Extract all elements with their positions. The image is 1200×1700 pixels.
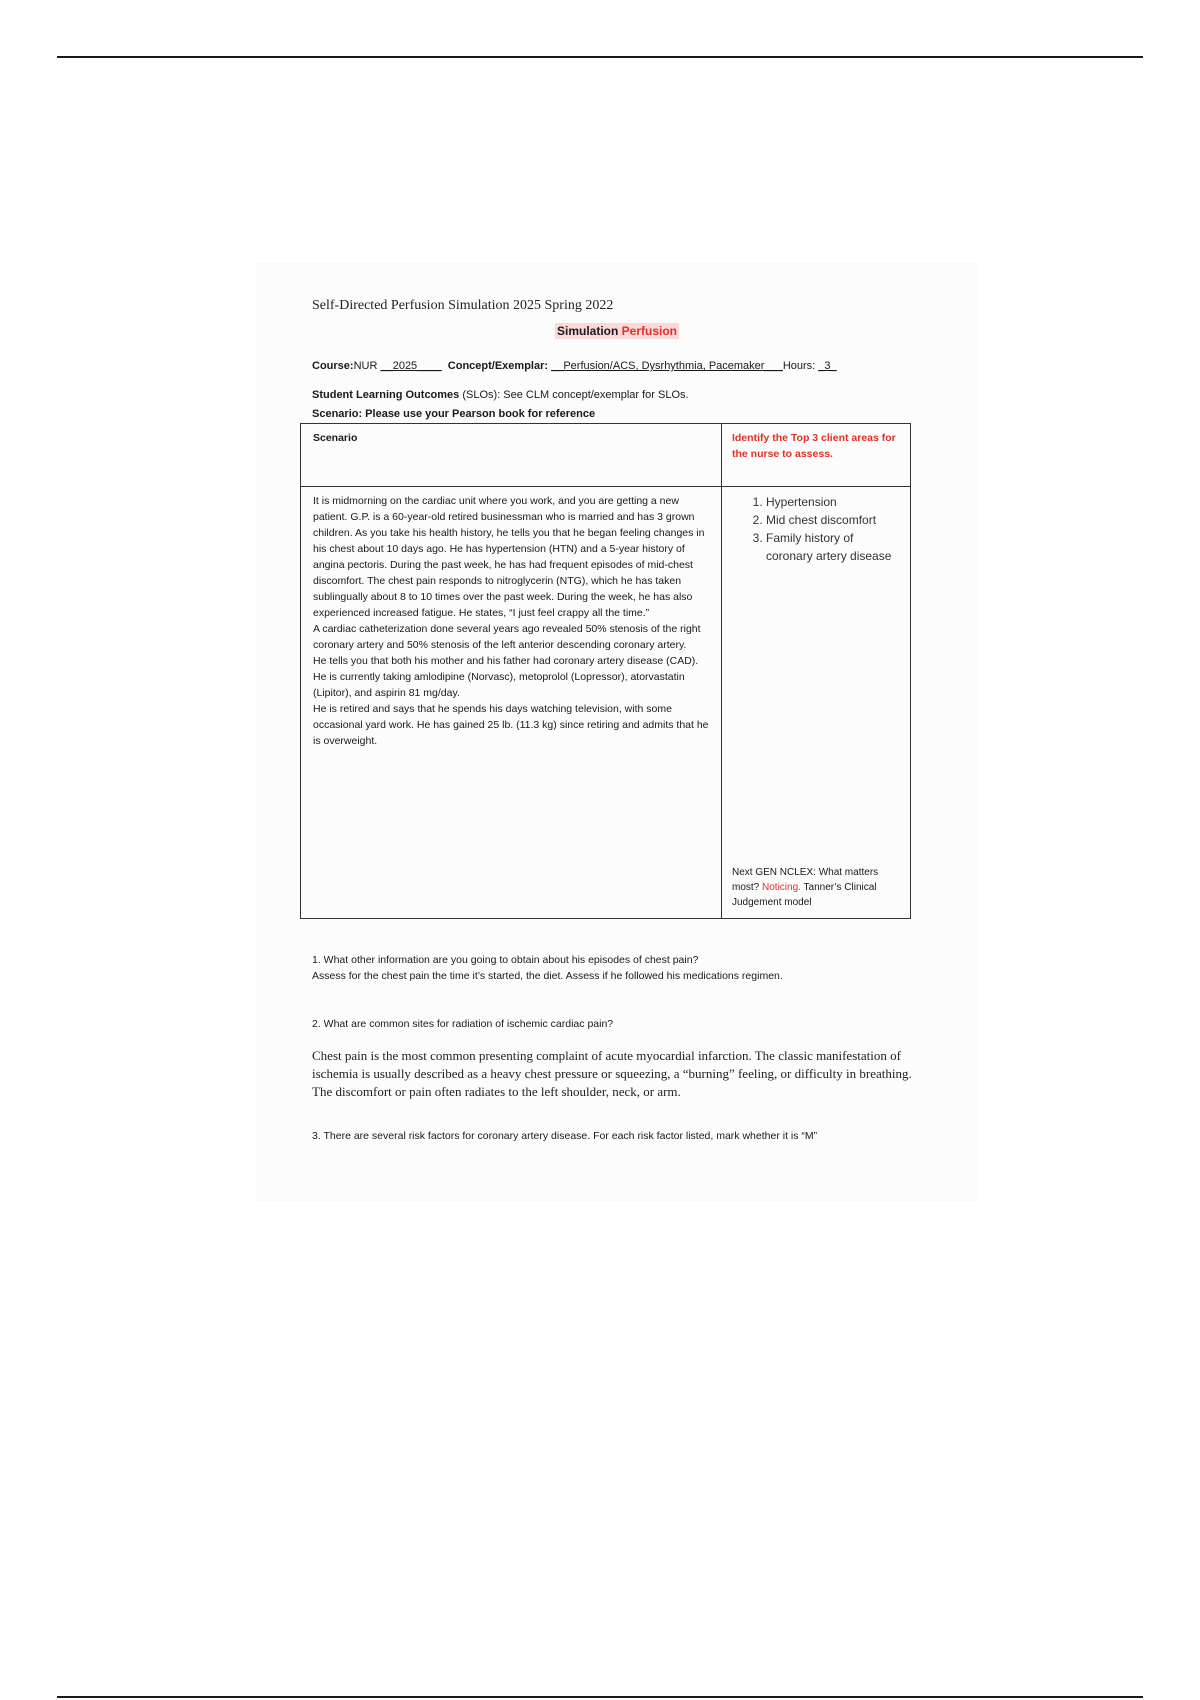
top3-item: 1. Hypertension — [766, 493, 900, 511]
scenario-header: Scenario — [301, 424, 722, 487]
simulation-heading — [256, 324, 978, 338]
slo-line — [312, 389, 689, 401]
scenario-reference: Scenario: Please use your Pearson book for reference — [312, 408, 596, 420]
slo-text: (SLOs): See CLM concept/exemplar for SLOs. — [462, 389, 689, 401]
scenario-paragraph: It is midmorning on the cardiac unit where you work, and you are getting a new patient. G.P. is a 60-year-old retired businessman who is married and has 3 grown children. As you take his health history, he tells you that he began feeling changes in his chest about 10 days ago. He has hypertension (HTN) and a 5-year history of angina pectoris. During the past week, he has had frequent episodes of mid-chest discomfort. The chest pain responds to nitroglycerin (NTG), which he has taken sublingually about 8 to 10 times over the past week. During the week, he has also experienced increased fatigue. He states, “I just feel crappy all the time.” — [313, 495, 705, 619]
hours-value: _3_ — [818, 360, 837, 372]
heading-highlight: Perfusion — [621, 324, 678, 338]
top3-cell — [722, 487, 911, 919]
scenario-paragraph: He tells you that both his mother and his father had coronary artery disease (CAD). — [313, 655, 699, 667]
course-label: Course: — [312, 360, 354, 372]
heading-prefix: Simulation — [556, 324, 619, 338]
top3-item: 3. Family history of coronary artery disease — [766, 529, 900, 565]
question-2: 2. What are common sites for radiation of ischemic cardiac pain? — [312, 1018, 614, 1030]
scenario-paragraph: He is retired and says that he spends his days watching television, with some occasional yard work. He has gained 25 lb. (11.3 kg) since retiring and admits that he is overweight. — [313, 703, 709, 747]
course-prefix: NUR — [353, 360, 378, 372]
document-page — [256, 262, 978, 1202]
scenario-text-cell — [301, 487, 722, 919]
course-value: __2025____ — [380, 360, 442, 372]
ngn-suffix: Tanner’s Clinical Judgement model — [732, 882, 877, 908]
scenario-paragraph: A cardiac catheterization done several years ago revealed 50% stenosis of the right coronary artery and 50% stenosis of the left anterior descending coronary artery. — [313, 623, 701, 651]
course-line — [312, 360, 837, 372]
scenario-paragraph: He is currently taking amlodipine (Norvasc), metoprolol (Lopressor), atorvastatin (Lipitor), and aspirin 81 mg/day. — [313, 671, 685, 699]
question-3: 3. There are several risk factors for coronary artery disease. For each risk factor listed, mark whether it is “M” — [312, 1130, 818, 1142]
question-1: 1. What other information are you going to obtain about his episodes of chest pain? — [312, 954, 699, 966]
concept-label: Concept/Exemplar: — [447, 360, 549, 372]
slo-label: Student Learning Outcomes — [312, 389, 460, 401]
scenario-table — [300, 423, 911, 919]
answer-2: Chest pain is the most common presenting complaint of acute myocardial infarction. The classic manifestation of ischemia is usually described as a heavy chest pressure or squeezing, a “burning” feeling, or difficulty in breathing. The discomfort or pain often radiates to the left shoulder, neck, or arm. — [312, 1048, 912, 1099]
page-top-rule — [57, 56, 1143, 58]
concept-value: __Perfusion/ACS, Dysrhythmia, Pacemaker___ — [551, 360, 783, 372]
page-bottom-rule — [57, 1696, 1143, 1698]
document-title: Self-Directed Perfusion Simulation 2025 Spring 2022 — [312, 298, 614, 313]
top3-list — [732, 493, 900, 565]
ngn-prefix: Next GEN NCLEX: What matters most? — [732, 867, 879, 893]
ngn-note — [732, 865, 892, 910]
top3-item: 2. Mid chest discomfort — [766, 511, 900, 529]
hours-label: Hours: — [782, 360, 816, 372]
answer-1: Assess for the chest pain the time it’s started, the diet. Assess if he followed his medications regimen. — [312, 970, 783, 982]
ngn-noticing: Noticing. — [762, 882, 801, 893]
top3-header: Identify the Top 3 client areas for the nurse to assess. — [722, 424, 911, 487]
